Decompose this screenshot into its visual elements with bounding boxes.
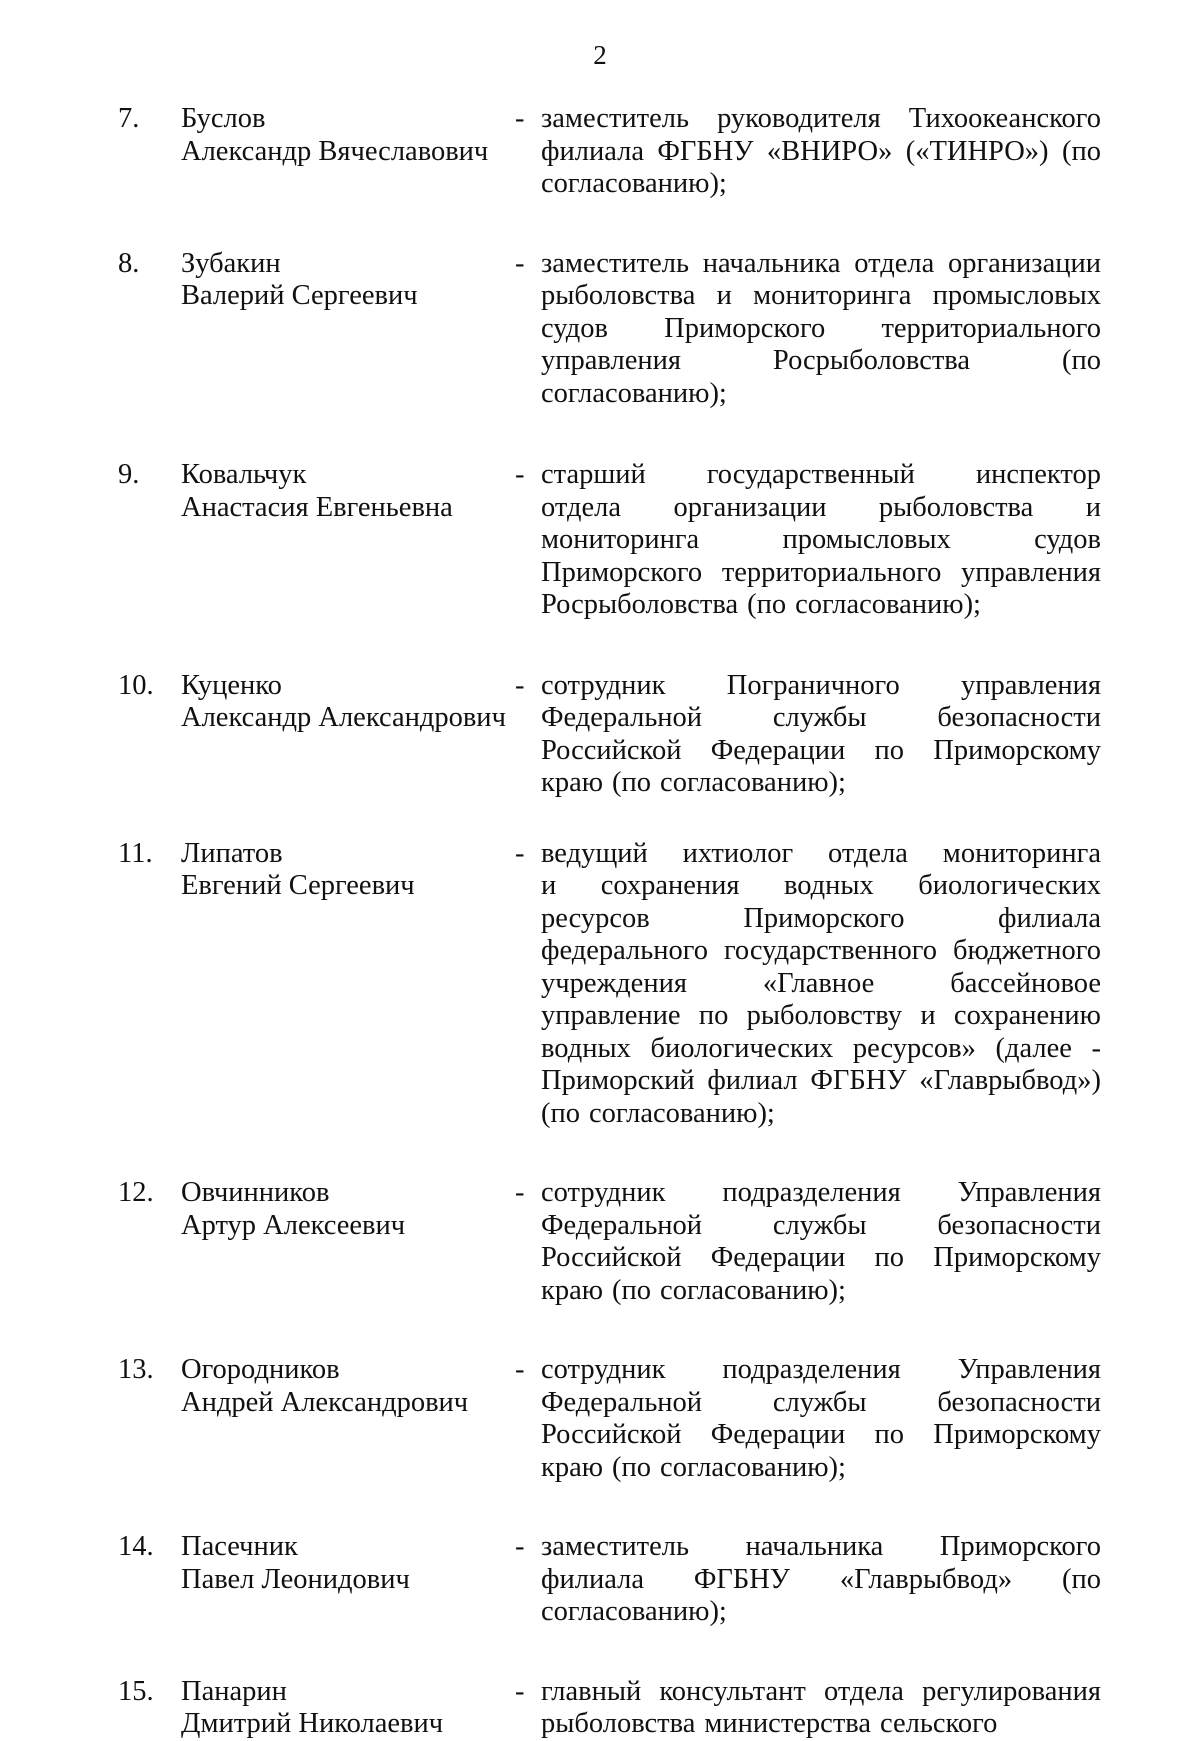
entry-number: 12. bbox=[118, 1177, 154, 1208]
position-word: территориального bbox=[881, 312, 1101, 344]
position-word: Федеральной bbox=[541, 702, 703, 733]
position-word: (по bbox=[612, 1451, 652, 1483]
position-word: и bbox=[541, 870, 557, 901]
position-word: сохранения bbox=[600, 870, 740, 901]
entry-dash: - bbox=[515, 459, 525, 490]
position-word: Тихоокеанского bbox=[908, 103, 1101, 134]
position-line bbox=[541, 1531, 1101, 1564]
member-given-names: Евгений Сергеевич bbox=[181, 870, 415, 901]
position-word: филиала bbox=[541, 1563, 644, 1595]
position-line bbox=[541, 702, 1101, 735]
position-word: сельского bbox=[880, 1708, 998, 1739]
position-word: управления bbox=[541, 345, 681, 376]
position-word: Приморский bbox=[541, 1065, 695, 1096]
position-word: Росрыболовства bbox=[772, 345, 971, 376]
position-word: согласованию); bbox=[541, 1596, 727, 1627]
position-line bbox=[541, 1177, 1101, 1210]
position-word: Приморскому bbox=[933, 1242, 1101, 1273]
member-position bbox=[541, 1531, 1101, 1629]
position-line bbox=[541, 1033, 1101, 1066]
position-word: (по bbox=[541, 1097, 580, 1129]
position-word: государственный bbox=[706, 459, 915, 490]
position-word: заместитель bbox=[541, 247, 689, 279]
position-word: филиала bbox=[998, 902, 1101, 934]
position-word: (по bbox=[612, 767, 652, 798]
position-word: «Главрыбвод») bbox=[919, 1065, 1101, 1096]
position-word: Пограничного bbox=[726, 669, 900, 701]
member-entry bbox=[0, 103, 1200, 201]
member-given-names: Дмитрий Николаевич bbox=[181, 1708, 444, 1739]
position-line bbox=[541, 1242, 1101, 1275]
position-word: (по bbox=[1061, 135, 1101, 167]
position-word: управления bbox=[961, 669, 1101, 701]
position-word: «Главное bbox=[762, 967, 875, 999]
position-line bbox=[541, 524, 1101, 557]
position-line bbox=[541, 735, 1101, 768]
position-word: Приморского bbox=[664, 312, 826, 344]
position-line bbox=[541, 557, 1101, 590]
member-surname: Панарин bbox=[181, 1675, 287, 1707]
member-name bbox=[181, 248, 511, 313]
position-word: Управления bbox=[957, 1177, 1101, 1208]
position-word: управление bbox=[541, 1000, 681, 1031]
position-word: согласованию); bbox=[660, 767, 846, 798]
position-word: краю bbox=[541, 1274, 604, 1306]
position-word: безопасности bbox=[937, 702, 1101, 733]
position-line bbox=[541, 1419, 1101, 1452]
position-word: рыболовства bbox=[878, 491, 1034, 523]
position-word: подразделения bbox=[722, 1177, 901, 1208]
entry-dash: - bbox=[515, 247, 525, 279]
position-line bbox=[541, 1275, 1101, 1308]
position-word: бюджетного bbox=[952, 935, 1101, 966]
member-name bbox=[181, 1177, 511, 1242]
member-position bbox=[541, 248, 1101, 411]
position-word: («ТИНРО») bbox=[905, 135, 1049, 167]
position-word: согласованию); bbox=[541, 377, 727, 409]
position-word: Федеральной bbox=[541, 1209, 703, 1241]
position-word: согласованию); bbox=[541, 168, 727, 199]
entry-number: 10. bbox=[118, 669, 154, 701]
position-word: (далее bbox=[995, 1032, 1072, 1064]
position-word: биологических bbox=[650, 1032, 834, 1064]
position-word: службы bbox=[772, 702, 867, 733]
entry-number: 14. bbox=[118, 1531, 154, 1562]
position-line bbox=[541, 1676, 1101, 1709]
position-word: водных bbox=[541, 1032, 631, 1064]
position-word: промысловых bbox=[782, 524, 951, 555]
entry-number: 13. bbox=[118, 1354, 154, 1385]
position-word: согласованию); bbox=[589, 1097, 775, 1129]
position-word: отдела bbox=[854, 247, 935, 279]
position-line bbox=[541, 1065, 1101, 1098]
position-word: ресурсов» bbox=[852, 1032, 976, 1064]
position-line bbox=[541, 670, 1101, 703]
position-word: рыболовству bbox=[746, 1000, 903, 1031]
position-line bbox=[541, 1354, 1101, 1387]
position-word: ихтиолог bbox=[682, 837, 794, 869]
position-word: сотрудник bbox=[541, 669, 666, 701]
position-line bbox=[541, 1387, 1101, 1420]
position-line bbox=[541, 345, 1101, 378]
member-position bbox=[541, 1676, 1101, 1741]
position-word: Российской bbox=[541, 1419, 682, 1450]
position-line bbox=[541, 1708, 1101, 1741]
position-word: службы bbox=[772, 1209, 867, 1241]
position-word: подразделения bbox=[722, 1354, 901, 1385]
member-given-names: Валерий Сергеевич bbox=[181, 280, 418, 311]
position-line bbox=[541, 1452, 1101, 1485]
member-given-names: Александр Александрович bbox=[181, 702, 506, 733]
member-name bbox=[181, 1531, 511, 1596]
member-surname: Липатов bbox=[181, 837, 283, 869]
position-line bbox=[541, 280, 1101, 313]
position-word: консультант bbox=[659, 1675, 806, 1707]
position-line bbox=[541, 378, 1101, 411]
position-line bbox=[541, 767, 1101, 800]
entry-number: 15. bbox=[118, 1675, 154, 1707]
position-word: мониторинга bbox=[753, 280, 912, 311]
position-word: отдела bbox=[823, 1675, 904, 1707]
position-word: Приморского bbox=[939, 1531, 1101, 1562]
member-surname: Пасечник bbox=[181, 1531, 298, 1562]
position-line bbox=[541, 1596, 1101, 1629]
entry-dash: - bbox=[515, 837, 525, 869]
member-entry bbox=[0, 1354, 1200, 1484]
position-word: начальника bbox=[745, 1531, 884, 1562]
member-name bbox=[181, 103, 511, 168]
position-word: рыболовства bbox=[541, 280, 696, 311]
member-position bbox=[541, 459, 1101, 622]
position-line bbox=[541, 870, 1101, 903]
position-word: по bbox=[698, 1000, 729, 1031]
position-word: мониторинга bbox=[541, 524, 700, 555]
position-line bbox=[541, 935, 1101, 968]
position-word: государственного bbox=[723, 935, 938, 966]
member-entry bbox=[0, 1531, 1200, 1629]
member-name bbox=[181, 838, 511, 903]
position-line bbox=[541, 459, 1101, 492]
position-word: отдела bbox=[541, 491, 621, 523]
member-position bbox=[541, 1354, 1101, 1484]
member-entry bbox=[0, 459, 1200, 622]
position-word: биологических bbox=[918, 870, 1101, 901]
entry-dash: - bbox=[515, 1177, 525, 1208]
position-line bbox=[541, 589, 1101, 622]
position-word: согласованию); bbox=[660, 1451, 846, 1483]
position-line bbox=[541, 1000, 1101, 1033]
position-line bbox=[541, 492, 1101, 525]
position-line bbox=[541, 968, 1101, 1001]
position-word: руководителя bbox=[717, 103, 881, 134]
position-word: службы bbox=[772, 1386, 867, 1418]
position-word: мониторинга bbox=[942, 837, 1101, 869]
position-line bbox=[541, 248, 1101, 281]
position-word: безопасности bbox=[937, 1209, 1101, 1241]
position-word: федерального bbox=[541, 935, 708, 966]
position-word: Российской bbox=[541, 1242, 682, 1273]
member-surname: Ковальчук bbox=[181, 459, 307, 490]
member-given-names: Александр Вячеславович bbox=[181, 135, 489, 167]
position-word: по bbox=[874, 1242, 905, 1273]
member-surname: Огородников bbox=[181, 1354, 340, 1385]
position-word: организации bbox=[947, 247, 1101, 279]
position-word: сотрудник bbox=[541, 1354, 666, 1385]
position-word: (по bbox=[612, 1274, 652, 1306]
position-line bbox=[541, 313, 1101, 346]
member-given-names: Артур Алексеевич bbox=[181, 1209, 406, 1241]
position-word: сотрудник bbox=[541, 1177, 666, 1208]
position-word: бассейновое bbox=[950, 967, 1101, 999]
member-entry bbox=[0, 1177, 1200, 1307]
position-word: ФГБНУ bbox=[810, 1065, 907, 1096]
member-surname: Буслов bbox=[181, 103, 266, 134]
member-position bbox=[541, 103, 1101, 201]
member-list bbox=[0, 103, 1200, 1741]
position-word: водных bbox=[783, 870, 874, 901]
member-entry bbox=[0, 838, 1200, 1131]
position-word: Росрыболовства bbox=[541, 589, 739, 620]
position-word: и bbox=[920, 1000, 936, 1031]
position-word: ресурсов bbox=[541, 902, 650, 934]
position-word: сохранению bbox=[953, 1000, 1101, 1031]
position-word: Федерации bbox=[710, 1419, 846, 1450]
position-word: Приморскому bbox=[933, 734, 1101, 766]
member-entry bbox=[0, 248, 1200, 411]
position-word: филиала bbox=[541, 135, 644, 167]
member-position bbox=[541, 838, 1101, 1131]
position-word: отдела bbox=[827, 837, 908, 869]
position-word: организации bbox=[673, 491, 827, 523]
position-word: судов bbox=[541, 312, 608, 344]
page-number: 2 bbox=[593, 40, 607, 70]
position-word: (по bbox=[1062, 345, 1101, 376]
position-word: филиал bbox=[707, 1065, 798, 1096]
position-word: территориального bbox=[721, 556, 942, 588]
position-word: Управления bbox=[957, 1354, 1101, 1385]
member-surname: Зубакин bbox=[181, 247, 281, 279]
position-word: Приморскому bbox=[933, 1419, 1101, 1450]
member-name bbox=[181, 670, 511, 735]
member-given-names: Анастасия Евгеньевна bbox=[181, 491, 453, 523]
position-line bbox=[541, 103, 1101, 136]
position-line bbox=[541, 168, 1101, 201]
position-word: согласованию); bbox=[660, 1274, 846, 1306]
position-word: промысловых bbox=[932, 280, 1101, 311]
entry-dash: - bbox=[515, 1675, 525, 1707]
position-word: по bbox=[874, 734, 905, 766]
position-word: (по bbox=[747, 589, 787, 620]
position-word: Приморского bbox=[541, 556, 703, 588]
member-name bbox=[181, 1676, 511, 1741]
entry-dash: - bbox=[515, 1531, 525, 1562]
entry-dash: - bbox=[515, 669, 525, 701]
position-word: Федерации bbox=[710, 734, 846, 766]
position-word: заместитель bbox=[541, 1531, 689, 1562]
member-position bbox=[541, 670, 1101, 800]
position-word: Федерации bbox=[710, 1242, 846, 1273]
position-word: по bbox=[874, 1419, 905, 1450]
position-word: краю bbox=[541, 767, 604, 798]
position-word: заместитель bbox=[541, 103, 689, 134]
position-word: и bbox=[1085, 491, 1101, 523]
member-given-names: Павел Леонидович bbox=[181, 1563, 410, 1595]
position-line bbox=[541, 903, 1101, 936]
member-name bbox=[181, 459, 511, 524]
member-given-names: Андрей Александрович bbox=[181, 1386, 469, 1418]
position-word: старший bbox=[541, 459, 646, 490]
position-word: начальника bbox=[702, 247, 841, 279]
member-entry bbox=[0, 670, 1200, 800]
entry-dash: - bbox=[515, 103, 525, 134]
position-word: (по bbox=[1061, 1563, 1101, 1595]
position-line bbox=[541, 1564, 1101, 1597]
position-word: Приморского bbox=[743, 902, 905, 934]
entry-number: 11. bbox=[118, 837, 153, 869]
member-surname: Куценко bbox=[181, 669, 282, 701]
position-word: согласованию); bbox=[795, 589, 981, 620]
position-word: инспектор bbox=[975, 459, 1101, 490]
entry-dash: - bbox=[515, 1354, 525, 1385]
position-word: ведущий bbox=[541, 837, 648, 869]
position-word: и bbox=[716, 280, 732, 311]
position-word: «ВНИРО» bbox=[766, 135, 893, 167]
member-position bbox=[541, 1177, 1101, 1307]
position-word: Российской bbox=[541, 734, 682, 766]
member-surname: Овчинников bbox=[181, 1177, 330, 1208]
position-line bbox=[541, 1210, 1101, 1243]
entry-number: 9. bbox=[118, 459, 140, 490]
position-word: - bbox=[1091, 1032, 1101, 1064]
position-word: управления bbox=[961, 556, 1101, 588]
position-word: главный bbox=[541, 1675, 642, 1707]
entry-number: 7. bbox=[118, 103, 140, 134]
position-word: судов bbox=[1034, 524, 1101, 555]
member-entry bbox=[0, 1676, 1200, 1741]
position-word: краю bbox=[541, 1451, 604, 1483]
position-line bbox=[541, 136, 1101, 169]
position-word: рыболовства bbox=[541, 1708, 696, 1739]
entry-number: 8. bbox=[118, 247, 140, 279]
position-word: ФГБНУ bbox=[657, 135, 754, 167]
member-name bbox=[181, 1354, 511, 1419]
position-word: министерства bbox=[704, 1708, 872, 1739]
position-word: регулирования bbox=[922, 1675, 1101, 1707]
position-word: безопасности bbox=[937, 1386, 1101, 1418]
position-word: Федеральной bbox=[541, 1386, 703, 1418]
position-word: ФГБНУ bbox=[693, 1563, 790, 1595]
position-line bbox=[541, 1098, 1101, 1131]
position-line bbox=[541, 838, 1101, 871]
position-word: «Главрыбвод» bbox=[839, 1563, 1013, 1595]
position-word: учреждения bbox=[541, 967, 687, 999]
